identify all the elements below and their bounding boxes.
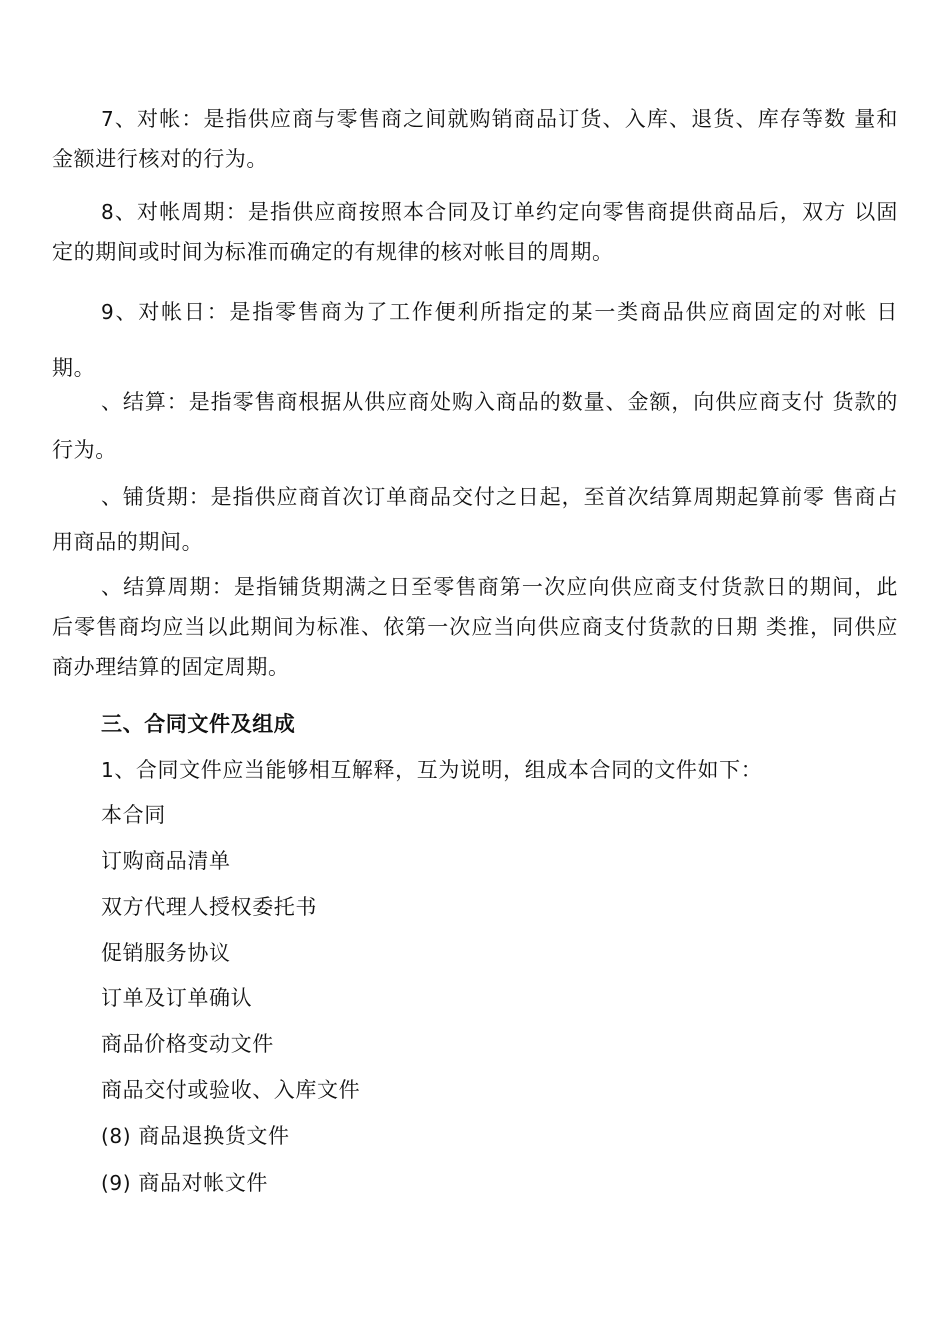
document-list-item [101, 1168, 268, 1198]
list-item-text: 订购商品清单 [101, 849, 231, 873]
definition-settlement [52, 378, 898, 474]
document-list-item [101, 892, 317, 922]
clause-number: 1 [101, 758, 115, 782]
list-item-text: 商品价格变动文件 [101, 1032, 274, 1056]
list-item-text: 促销服务协议 [101, 941, 231, 965]
list-item-text: 商品退换货文件 [131, 1124, 290, 1148]
clause-text: 、合同文件应当能够相互解释，互为说明，组成本合同的文件如下： [114, 758, 763, 782]
list-item-text: 双方代理人授权委托书 [101, 895, 317, 919]
list-item-text: 商品对帐文件 [131, 1171, 269, 1195]
definition-7 [52, 99, 898, 179]
definition-text: 、铺货期：是指供应商首次订单商品交付之日起，至首次结算周期起算前零 售商占用商品的期间。 [52, 485, 898, 554]
definition-number: 9 [101, 300, 115, 324]
definition-text: 、对帐日：是指零售商为了工作便利所指定的某一类商品供应商固定的对帐 日期。 [52, 300, 898, 380]
list-item-number: (9) [101, 1171, 132, 1195]
definition-text: 、结算周期：是指铺货期满之日至零售商第一次应向供应商支付货款日的期间，此后零售商均应当以此期间为标准、依第一次应当向供应商支付货款的日期 类推，同供应商办理结算的固定周期。 [52, 575, 898, 679]
document-list-item [101, 938, 231, 968]
document-list-item [101, 1075, 360, 1105]
section-heading: 三、合同文件及组成 [101, 711, 296, 736]
document-list-item [101, 846, 231, 876]
definition-text: 、结算：是指零售商根据从供应商处购入商品的数量、金额，向供应商支付 货款的行为。 [52, 390, 898, 462]
definition-number: 7 [101, 107, 115, 131]
document-list-item [101, 983, 252, 1013]
list-item-number: (8) [101, 1124, 132, 1148]
clause-1 [101, 755, 762, 785]
list-item-text: 商品交付或验收、入库文件 [101, 1078, 361, 1102]
definition-settlement-cycle [52, 567, 898, 687]
definition-stocking-period [52, 475, 898, 565]
definition-number: 8 [101, 200, 115, 224]
list-item-text: 本合同 [101, 803, 166, 827]
list-item-text: 订单及订单确认 [101, 986, 253, 1010]
document-list-item [101, 800, 166, 830]
document-list-item [101, 1029, 274, 1059]
definition-8 [52, 192, 898, 272]
document-list-item [101, 1121, 290, 1151]
definition-text: 、对帐周期：是指供应商按照本合同及订单约定向零售商提供商品后，双方 以固定的期间或时间为标准而确定的有规律的核对帐目的周期。 [52, 200, 898, 264]
definition-text: 、对帐：是指供应商与零售商之间就购销商品订货、入库、退货、库存等数 量和金额进行核对的行为。 [52, 107, 898, 171]
